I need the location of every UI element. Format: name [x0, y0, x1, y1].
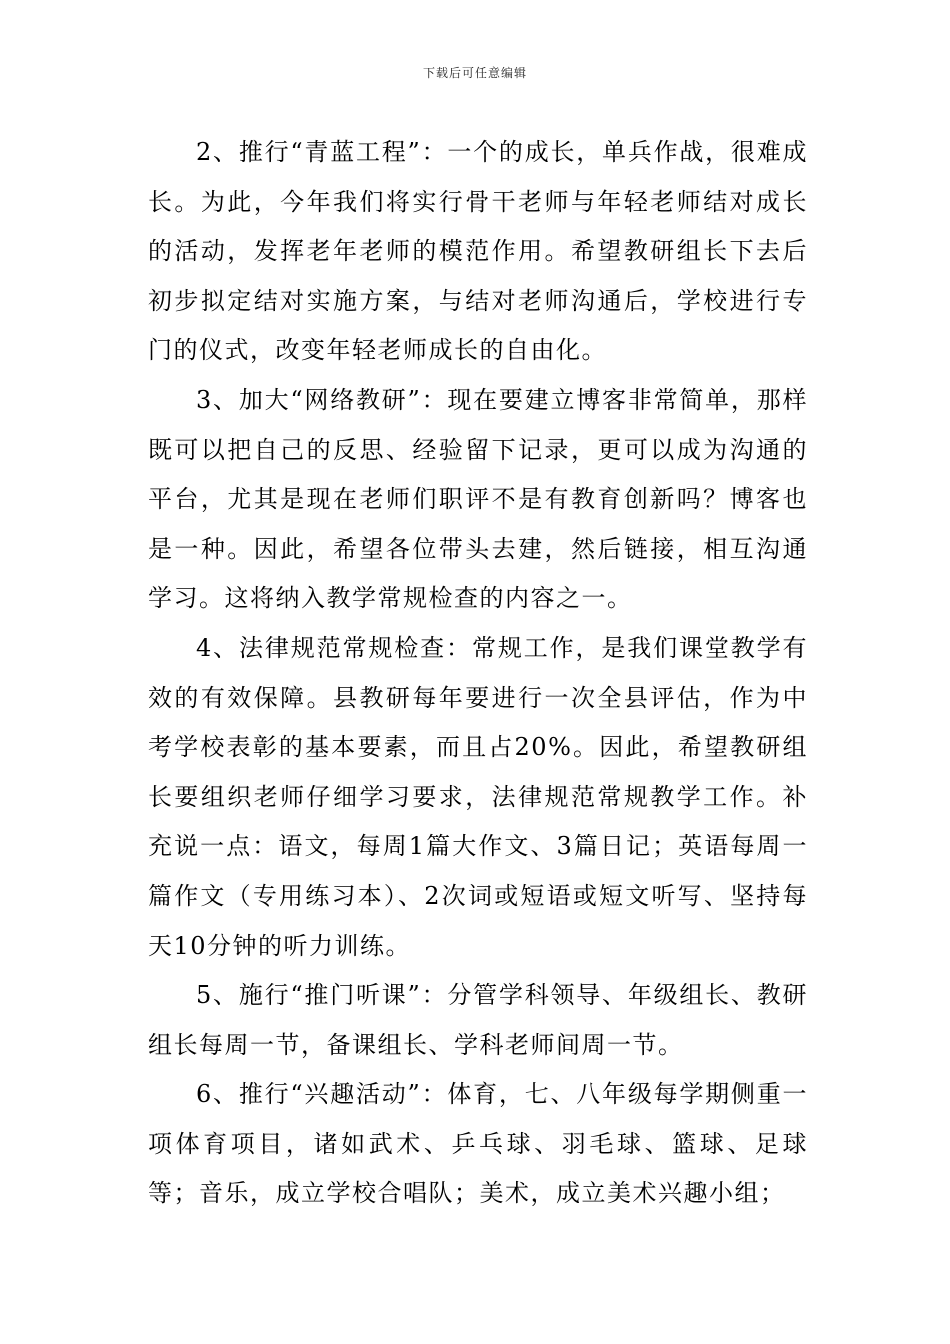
paragraph-item-6: 6、推行“兴趣活动”：体育，七、八年级每学期侧重一项体育项目，诸如武术、乒乓球、羽毛球、篮球、足球等；音乐，成立学校合唱队；美术，成立美术兴趣小组；: [148, 1080, 808, 1208]
paragraph-item-3: 3、加大“网络教研”：现在要建立博客非常简单，那样既可以把自己的反思、经验留下记录，更可以成为沟通的平台，尤其是现在老师们职评不是有教育创新吗？博客也是一种。因此，希望各位带头去建，然后链接，相互沟通学习。这将纳入教学常规检查的内容之一。: [148, 385, 808, 613]
page-header: 下载后可任意编辑: [422, 66, 527, 80]
paragraph-item-4: 4、法律规范常规检查：常规工作，是我们课堂教学有效的有效保障。县教研每年要进行一次全县评估，作为中考学校表彰的基本要素，而且占20%。因此，希望教研组长要组织老师仔细学习要求，法律规范常规教学工作。补充说一点：语文，每周1篇大作文、3篇日记；英语每周一篇作文（专用练习本）、2次词或短语或短文听写、坚持每天10分钟的听力训练。: [148, 633, 808, 960]
document-body: [148, 128, 808, 1219]
paragraph-item-5: 5、施行“推门听课”：分管学科领导、年级组长、教研组长每周一节，备课组长、学科老师间周一节。: [148, 981, 808, 1059]
paragraph-item-2: 2、推行“青蓝工程”：一个的成长，单兵作战，很难成长。为此，今年我们将实行骨干老师与年轻老师结对成长的活动，发挥老年老师的模范作用。希望教研组长下去后初步拟定结对实施方案，与结对老师沟通后，学校进行专门的仪式，改变年轻老师成长的自由化。: [148, 138, 808, 365]
